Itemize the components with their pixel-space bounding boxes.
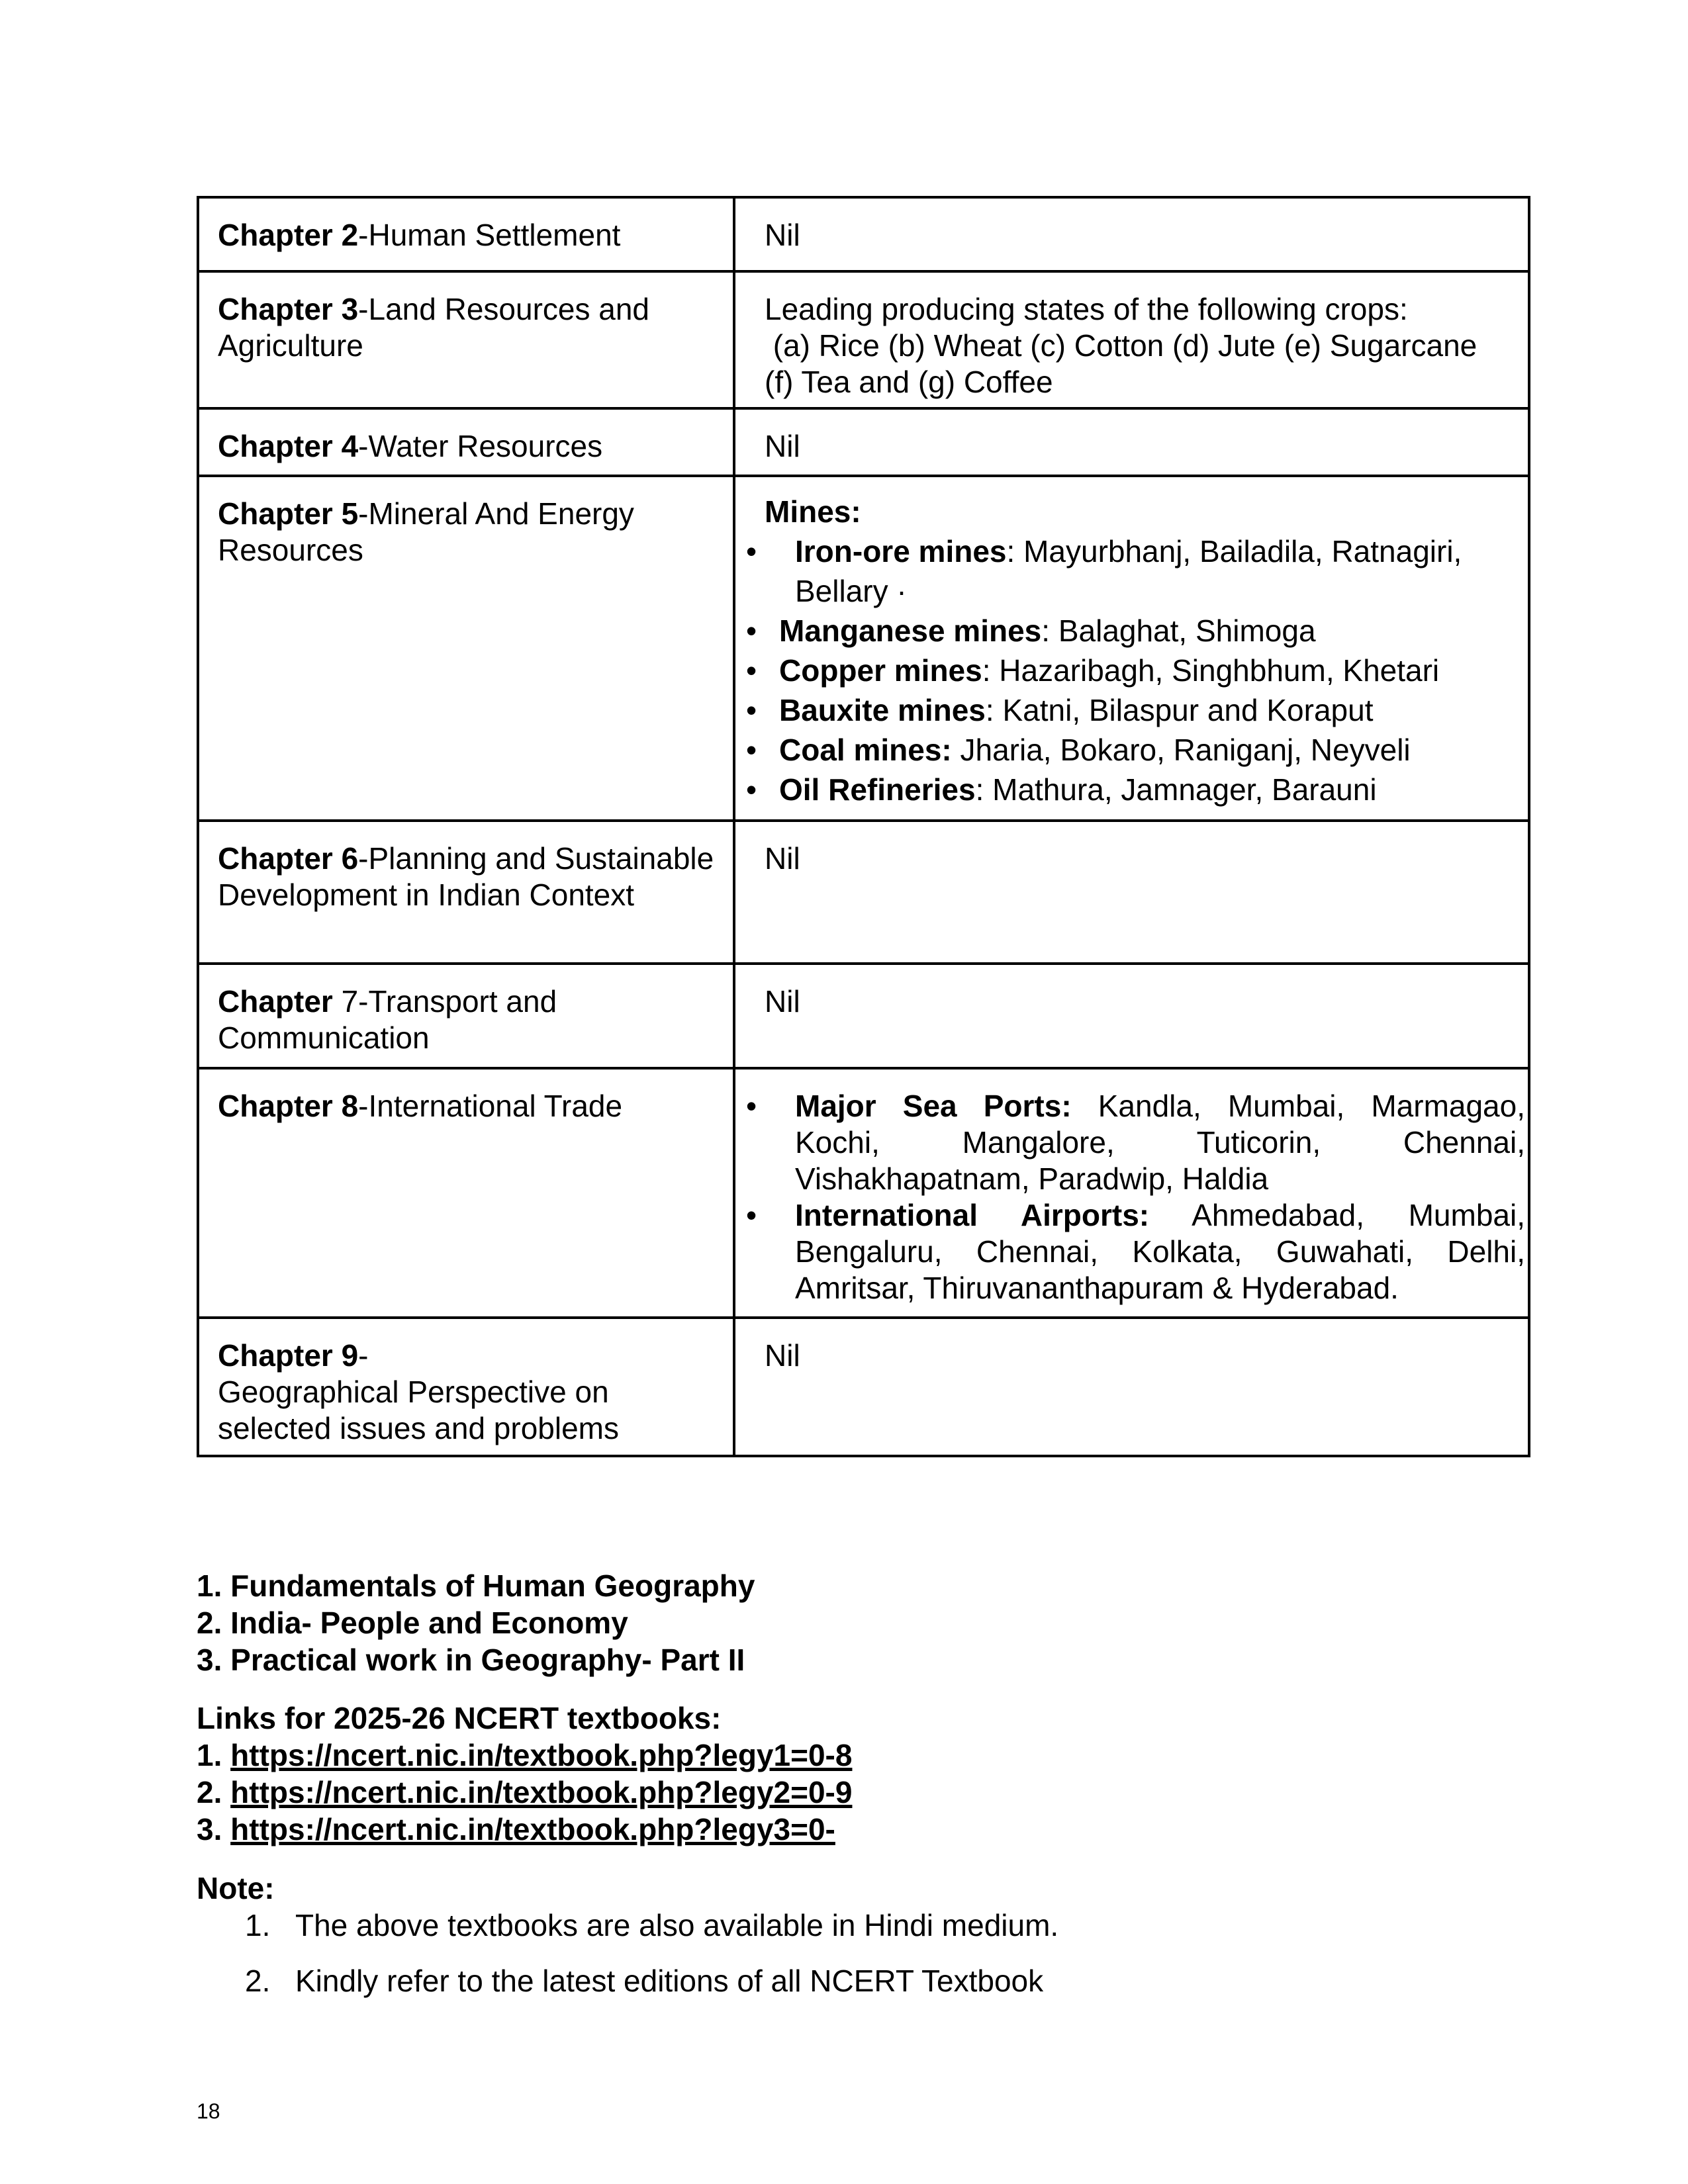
textbook-item: 2. India- People and Economy: [197, 1606, 628, 1640]
chapter-number: Chapter 4: [218, 429, 359, 463]
list-item: [765, 531, 1525, 611]
chapter-number: Chapter 3: [218, 292, 359, 326]
item-value: Balaghat, Shimoga: [1058, 614, 1316, 648]
map-items-cell: [734, 476, 1529, 821]
chapter-title: -Planning and Sustainable Development in Indian Context: [218, 841, 714, 912]
list-item: [765, 770, 1525, 809]
chapter-cell: [198, 476, 734, 821]
textbook-link[interactable]: https://ncert.nic.in/textbook.php?legy2=0-9: [230, 1775, 853, 1809]
map-items-cell: [734, 1068, 1529, 1318]
list-item: [765, 611, 1525, 651]
chapter-number: Chapter 9: [218, 1338, 359, 1373]
content-line: Leading producing states of the following crops:: [765, 292, 1408, 326]
syllabus-map-table: [197, 196, 1530, 1457]
map-items-cell: Nil: [734, 1318, 1529, 1456]
link-item: [197, 1774, 852, 1811]
item-label: Oil Refineries: [779, 772, 976, 807]
item-sep: :: [975, 772, 993, 807]
item-sep: :: [1041, 614, 1058, 648]
chapter-cell: [198, 271, 734, 408]
textbook-item: 1. Fundamentals of Human Geography: [197, 1569, 755, 1603]
link-number: 1.: [197, 1738, 231, 1772]
item-value: Ahmedabad, Mumbai, Bengaluru, Chennai, Kolkata, Guwahati, Delhi, Amritsar, Thiruvananthapuram & Hyderabad.: [795, 1198, 1525, 1305]
chapter-title: -International Trade: [358, 1089, 623, 1123]
chapter-cell: [198, 821, 734, 964]
note-number: 2.: [245, 1964, 271, 1998]
chapter-cell: [198, 964, 734, 1068]
map-items-cell: [734, 271, 1529, 408]
textbook-list: [197, 1567, 755, 1678]
links-heading: Links for 2025-26 NCERT textbooks:: [197, 1701, 722, 1735]
chapter-title: -Human Settlement: [358, 218, 621, 252]
item-label: Major Sea Ports:: [795, 1089, 1072, 1123]
chapter-number: Chapter 6: [218, 841, 359, 876]
link-item: [197, 1737, 852, 1774]
chapter-number: Chapter 8: [218, 1089, 359, 1123]
chapter-title: -Land Resources and Agriculture: [218, 292, 650, 363]
item-label: Iron-ore mines: [795, 534, 1007, 569]
mines-heading: Mines:: [765, 494, 861, 529]
chapter-cell: [198, 1318, 734, 1456]
list-item: [765, 1197, 1525, 1306]
list-item: [765, 690, 1525, 730]
table-row: [198, 1318, 1529, 1456]
item-sep: [952, 733, 961, 767]
table-row: [198, 197, 1529, 271]
textbook-item: 3. Practical work in Geography- Part II: [197, 1643, 745, 1677]
map-items-cell: Nil: [734, 197, 1529, 271]
item-value: Hazaribagh, Singhbhum, Khetari: [999, 653, 1440, 688]
link-item: [197, 1811, 852, 1848]
table-row: [198, 408, 1529, 476]
chapter-title: 7-Transport and Communication: [218, 984, 557, 1055]
map-items-cell: Nil: [734, 821, 1529, 964]
table-row: [198, 964, 1529, 1068]
item-value: Mathura, Jamnager, Barauni: [992, 772, 1377, 807]
chapter-cell: [198, 197, 734, 271]
map-items-cell: Nil: [734, 408, 1529, 476]
note-heading: Note:: [197, 1871, 275, 1905]
note-text: Kindly refer to the latest editions of all NCERT Textbook: [295, 1964, 1044, 1998]
table-row: [198, 271, 1529, 408]
chapter-cell: [198, 1068, 734, 1318]
list-item: [765, 1088, 1525, 1197]
table-row: [198, 821, 1529, 964]
item-label: International Airports:: [795, 1198, 1150, 1232]
item-sep: :: [982, 653, 1000, 688]
chapter-number: Chapter: [218, 984, 333, 1019]
note-text: The above textbooks are also available in Hindi medium.: [295, 1908, 1059, 1942]
trade-list: [765, 1088, 1525, 1306]
links-section: [197, 1700, 852, 1848]
chapter-title: -Mineral And Energy Resources: [218, 496, 634, 567]
link-number: 2.: [197, 1775, 231, 1809]
item-sep: :: [985, 693, 1003, 727]
content-line: (f) Tea and (g) Coffee: [765, 365, 1053, 399]
list-item: [765, 730, 1525, 770]
list-item: [765, 651, 1525, 690]
chapter-title: -Water Resources: [358, 429, 603, 463]
item-value: Mayurbhanj, Bailadila, Ratnagiri, Bellary ·: [795, 534, 1462, 608]
textbook-link[interactable]: https://ncert.nic.in/textbook.php?legy3=0-: [230, 1812, 835, 1846]
chapter-number: Chapter 2: [218, 218, 359, 252]
item-value: Kandla, Mumbai, Marmagao, Kochi, Mangalore, Tuticorin, Chennai, Vishakhapatnam, Paradwip, Haldia: [795, 1089, 1525, 1196]
item-label: Manganese mines: [779, 614, 1042, 648]
item-value: Jharia, Bokaro, Raniganj, Neyveli: [960, 733, 1411, 767]
link-number: 3.: [197, 1812, 231, 1846]
item-label: Bauxite mines: [779, 693, 986, 727]
page-number: 18: [197, 2099, 220, 2123]
chapter-number: Chapter 5: [218, 496, 359, 531]
chapter-title: -: [358, 1338, 369, 1373]
mines-list: [765, 531, 1525, 809]
item-label: Coal mines:: [779, 733, 952, 767]
table-row: [198, 1068, 1529, 1318]
table-row: [198, 476, 1529, 821]
item-label: Copper mines: [779, 653, 982, 688]
content-line: (a) Rice (b) Wheat (c) Cotton (d) Jute (e) Sugarcane: [765, 328, 1477, 363]
chapter-title-cont: Geographical Perspective on selected issues and problems: [218, 1375, 619, 1445]
map-items-cell: Nil: [734, 964, 1529, 1068]
chapter-cell: [198, 408, 734, 476]
textbook-link[interactable]: https://ncert.nic.in/textbook.php?legy1=0-8: [230, 1738, 853, 1772]
note-number: 1.: [245, 1908, 271, 1942]
item-value: Katni, Bilaspur and Koraput: [1002, 693, 1374, 727]
item-sep: :: [1006, 534, 1024, 569]
